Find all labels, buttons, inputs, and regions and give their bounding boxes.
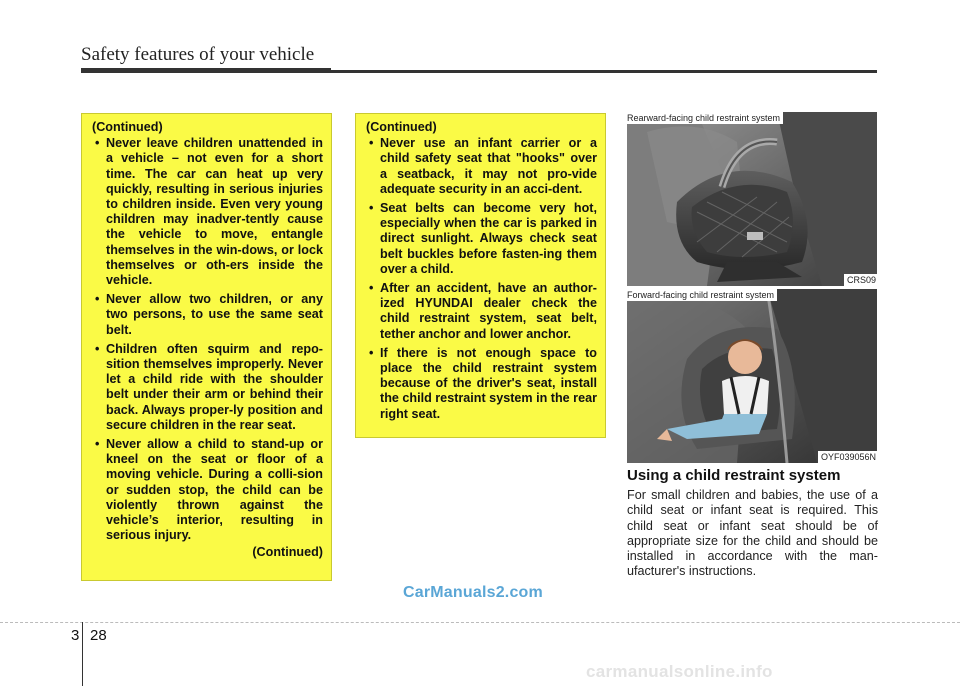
page-header-title: Safety features of your vehicle — [81, 44, 315, 65]
bullet-icon: • — [369, 136, 374, 151]
bullet-icon: • — [95, 437, 100, 452]
bullet-icon: • — [95, 341, 100, 356]
figure-rearward-child-seat — [627, 112, 877, 286]
warning-item: • Children often squirm and repo-sition themselves improperly. Never let a child ride with the shoulder belt under their arm or behind their back. Always proper-ly position and secure children in the rear seat. — [95, 341, 323, 432]
bullet-icon: • — [95, 136, 100, 151]
figure-caption-front: Forward-facing child restraint system — [627, 289, 777, 301]
warning-list — [92, 136, 323, 543]
page-number-divider — [82, 622, 83, 686]
bullet-icon: • — [369, 201, 374, 216]
continued-label: (Continued) — [92, 120, 163, 134]
warning-item: • If there is not enough space to place the child restraint system because of the driver's seat, install the child restraint system in the rear right seat. — [369, 345, 597, 421]
bullet-icon: • — [369, 345, 374, 360]
warning-item: • Never allow two children, or any two persons, to use the same seat belt. — [95, 292, 323, 337]
continued-label-bottom: (Continued) — [252, 545, 323, 560]
section-heading: Using a child restraint system — [627, 467, 841, 484]
continued-label: (Continued) — [366, 120, 437, 134]
warning-list — [366, 136, 597, 422]
footer-watermark: carmanualsonline.info — [586, 662, 773, 681]
figure-forward-child-seat — [627, 289, 877, 463]
figure-code-front: OYF039056N — [818, 451, 877, 463]
bullet-icon: • — [369, 281, 374, 296]
warning-box-middle — [355, 113, 606, 438]
page-section-number: 3 — [71, 627, 80, 644]
page-number: 28 — [90, 627, 107, 644]
warning-box-left — [81, 113, 332, 581]
warning-item: • Never use an infant carrier or a child safety seat that "hooks" over a seatback, it may not pro-vide adequate security in an acci-dent. — [369, 136, 597, 196]
figure-code-rear: CRS09 — [844, 274, 877, 286]
header-rule — [81, 70, 877, 73]
carmanuals-watermark-link[interactable]: CarManuals2.com — [403, 584, 543, 601]
warning-item: • Never leave children unattended in a vehicle – not even for a short time. The car can heat up very quickly, resulting in serious injuries to children inside. Even very young children may inadver-tently cause the vehicle to move, entangle themselves in the win-dows, or lock themselves or oth-ers inside the vehicle. — [95, 136, 323, 288]
warning-item: • Seat belts can become very hot, especially when the car is parked in direct sunlight. Always check seat belt buckles before fasten-ing them over a child. — [369, 201, 597, 276]
rearward-seat-illustration — [627, 112, 877, 286]
warning-item: • After an accident, have an author-ized HYUNDAI dealer check the child restraint system, seat belt, tether anchor and lower anchor. — [369, 281, 597, 341]
bullet-icon: • — [95, 292, 100, 307]
warning-item: • Never allow a child to stand-up or kneel on the seat or floor of a moving vehicle. During a colli-sion or sudden stop, the child can be violently thrown against the vehicle’s interior, resulting in serious injury. — [95, 437, 323, 543]
footer-rule — [0, 622, 960, 623]
section-body: For small children and babies, the use of a child seat or infant seat is required. This child seat or infant seat should be of appropriate size for the child and should be installed in accordance with the man-ufacturer's instructions. — [627, 488, 878, 579]
forward-seat-illustration — [627, 289, 877, 463]
figure-caption-rear: Rearward-facing child restraint system — [627, 112, 783, 124]
